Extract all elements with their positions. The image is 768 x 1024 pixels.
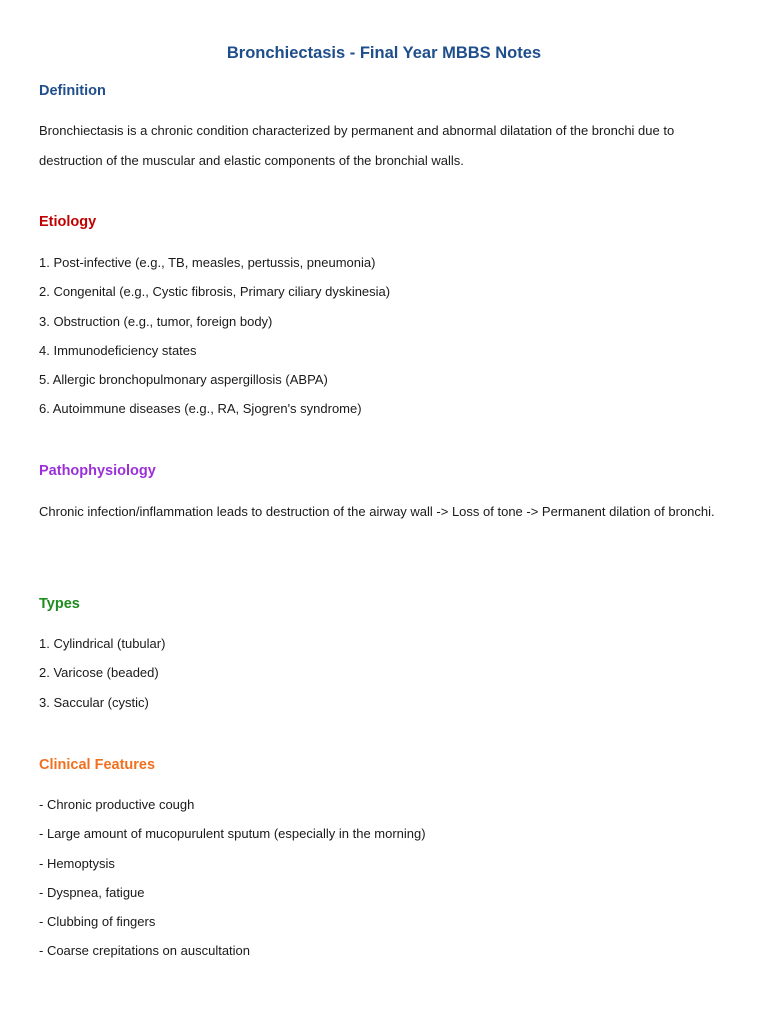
clinical-features-list (39, 790, 426, 966)
types-item: 3. Saccular (cystic) (39, 694, 149, 710)
document-title: Bronchiectasis - Final Year MBBS Notes (226, 44, 542, 62)
etiology-item: 1. Post-infective (e.g., TB, measles, pertussis, pneumonia) (39, 255, 376, 270)
clinical-feature-item: - Clubbing of fingers (39, 914, 156, 930)
etiology-list (39, 248, 390, 424)
etiology-item: 4. Immunodeficiency states (39, 342, 197, 358)
types-list (39, 629, 165, 717)
pathophysiology-text: Chronic infection/inflammation leads to destruction of the airway wall -> Loss of tone -> Permanent dilation of bronchi. (39, 504, 715, 519)
pathophysiology-heading: Pathophysiology (39, 463, 156, 479)
etiology-item: 5. Allergic bronchopulmonary aspergillosis (ABPA) (39, 372, 328, 388)
clinical-feature-item: - Coarse crepitations on auscultation (39, 943, 251, 959)
etiology-item: 2. Congenital (e.g., Cystic fibrosis, Primary ciliary dyskinesia) (39, 284, 391, 300)
types-heading: Types (39, 596, 80, 612)
clinical-feature-item: - Chronic productive cough (39, 797, 195, 812)
types-item: 2. Varicose (beaded) (39, 665, 159, 681)
types-item: 1. Cylindrical (tubular) (39, 636, 166, 651)
clinical-features-heading: Clinical Features (39, 757, 156, 773)
etiology-heading: Etiology (39, 214, 97, 230)
clinical-feature-item: - Large amount of mucopurulent sputum (especially in the morning) (39, 826, 426, 842)
clinical-feature-item: - Dyspnea, fatigue (39, 884, 145, 900)
etiology-item: 6. Autoimmune diseases (e.g., RA, Sjogren's syndrome) (39, 401, 362, 417)
definition-heading: Definition (39, 83, 106, 99)
definition-text: Bronchiectasis is a chronic condition characterized by permanent and abnormal dilatation of the bronchi due to destruction of the muscular and elastic components of the bronchial walls. (39, 123, 675, 168)
clinical-feature-item: - Hemoptysis (39, 855, 115, 871)
etiology-item: 3. Obstruction (e.g., tumor, foreign body) (39, 313, 273, 329)
